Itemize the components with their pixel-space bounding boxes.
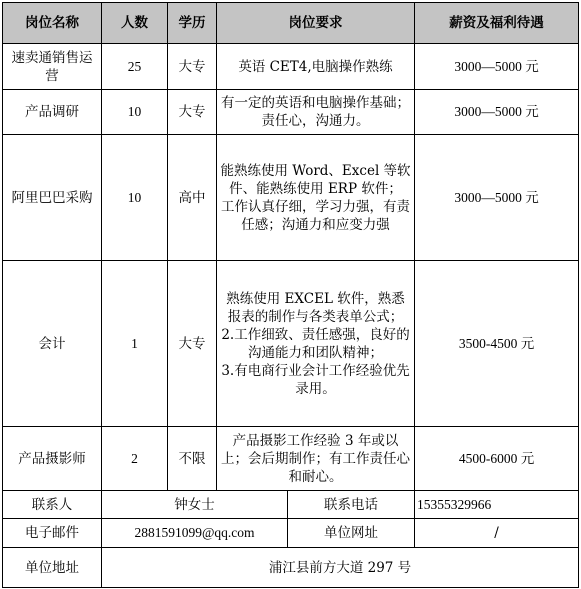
job-requirements xyxy=(217,90,415,135)
job-education: 不限 xyxy=(168,427,217,491)
header-salary: 薪资及福利待遇 xyxy=(415,3,579,44)
job-requirements xyxy=(217,135,415,261)
job-count: 10 xyxy=(102,135,168,261)
job-count: 1 xyxy=(102,261,168,427)
job-education: 大专 xyxy=(168,261,217,427)
job-salary: 3000—5000 元 xyxy=(415,135,579,261)
contact-person-label: 联系人 xyxy=(3,491,102,519)
job-requirements xyxy=(217,44,415,90)
job-salary: 3000—5000 元 xyxy=(415,44,579,90)
job-title: 阿里巴巴采购 xyxy=(3,135,102,261)
contact-row xyxy=(3,491,579,519)
phone-value: 15355329966 xyxy=(415,491,579,519)
table-row xyxy=(3,90,579,135)
header-count: 人数 xyxy=(102,3,168,44)
contact-person-value: 钟女士 xyxy=(102,491,288,519)
header-education: 学历 xyxy=(168,3,217,44)
website-label: 单位网址 xyxy=(288,519,415,548)
requirement-line: 3.有电商行业会计工作经验优先录用。 xyxy=(221,362,410,397)
job-title: 产品摄影师 xyxy=(3,427,102,491)
contact-row xyxy=(3,548,579,588)
header-requirements: 岗位要求 xyxy=(217,3,415,44)
table-row xyxy=(3,44,579,90)
phone-label: 联系电话 xyxy=(288,491,415,519)
job-title: 产品调研 xyxy=(3,90,102,135)
job-title: 会计 xyxy=(3,261,102,427)
requirement-line: 英语 CET4,电脑操作熟练 xyxy=(238,58,393,75)
job-requirements xyxy=(217,261,415,427)
address-label: 单位地址 xyxy=(3,548,102,588)
job-count: 2 xyxy=(102,427,168,491)
table-row xyxy=(3,261,579,427)
table-header-row xyxy=(3,3,579,44)
table-row xyxy=(3,427,579,491)
requirement-line: 能熟练使用 Word、Excel 等软件、能熟练使用 ERP 软件； xyxy=(220,162,411,197)
contact-row xyxy=(3,519,579,548)
table-row xyxy=(3,135,579,261)
email-value: 2881591099@qq.com xyxy=(102,519,288,548)
requirement-line: 工作认真仔细，学习力强，有责任感；沟通力和应变力强 xyxy=(221,198,410,233)
requirement-line: 熟练使用 EXCEL 软件，熟悉报表的制作与各类表单公式； xyxy=(226,290,405,325)
job-title: 速卖通销售运营 xyxy=(3,44,102,90)
requirement-line: 有一定的英语和电脑操作基础；责任心，沟通力。 xyxy=(221,95,410,129)
header-title: 岗位名称 xyxy=(3,3,102,44)
job-salary: 4500-6000 元 xyxy=(415,427,579,491)
job-listing-document xyxy=(2,2,579,588)
job-education: 大专 xyxy=(168,90,217,135)
job-count: 25 xyxy=(102,44,168,90)
requirement-line: 产品摄影工作经验 3 年或以上；会后期制作；有工作责任心和耐心。 xyxy=(221,432,410,485)
job-salary: 3000—5000 元 xyxy=(415,90,579,135)
job-requirements xyxy=(217,427,415,491)
job-education: 大专 xyxy=(168,44,217,90)
website-value: / xyxy=(415,519,579,548)
job-salary: 3500-4500 元 xyxy=(415,261,579,427)
job-education: 高中 xyxy=(168,135,217,261)
address-value: 浦江县前方大道 297 号 xyxy=(102,548,579,588)
email-label: 电子邮件 xyxy=(3,519,102,548)
job-count: 10 xyxy=(102,90,168,135)
job-table xyxy=(2,2,579,588)
requirement-line: 2.工作细致、责任感强，良好的沟通能力和团队精神； xyxy=(221,326,410,361)
